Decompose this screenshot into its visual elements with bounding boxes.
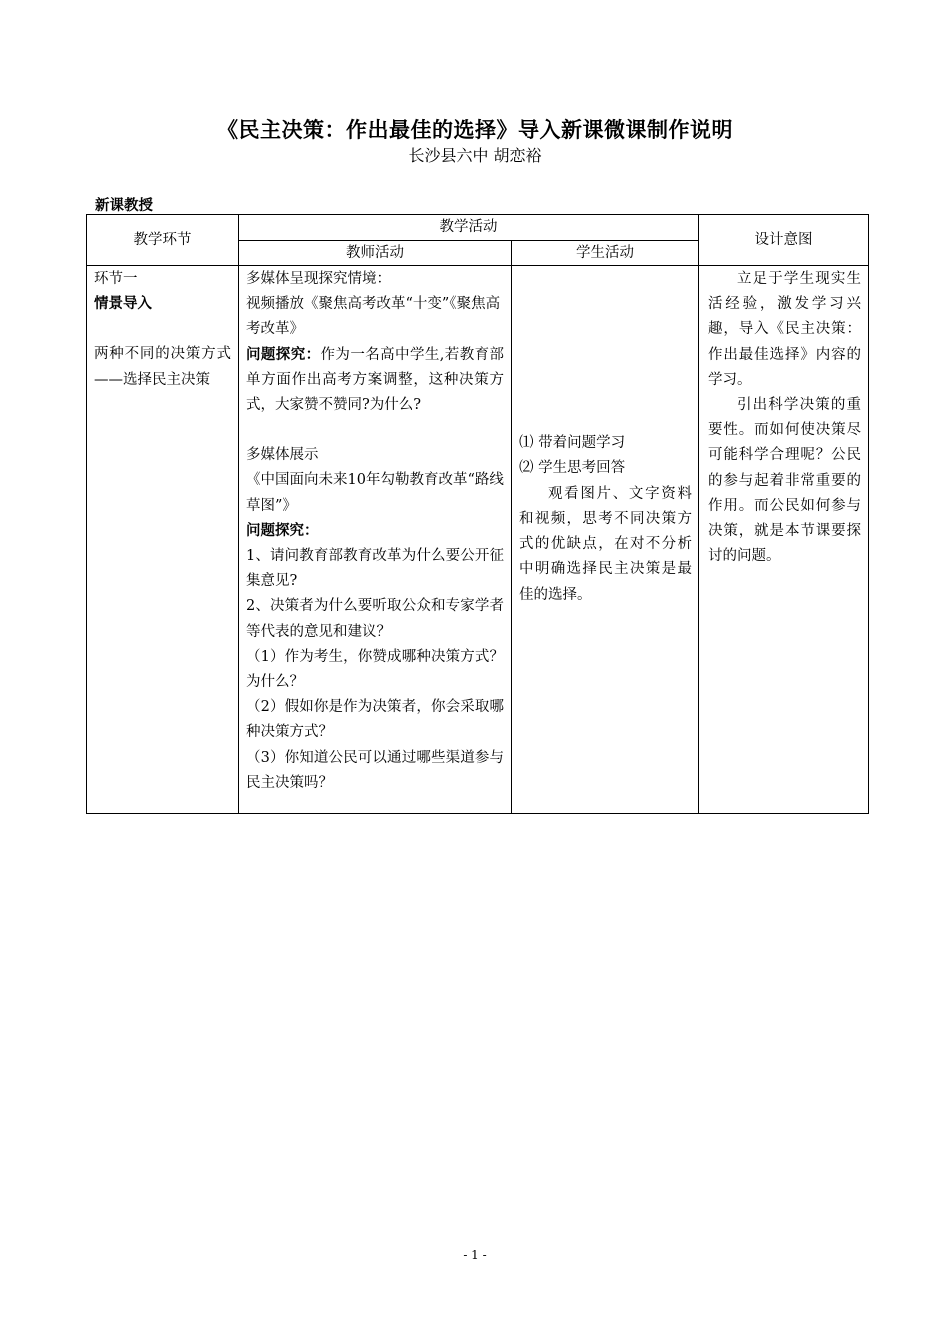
stage-label: 环节一	[94, 271, 138, 287]
section-heading: 新课教授	[95, 198, 153, 214]
document-title: 《民主决策：作出最佳的选择》导入新课微课制作说明	[217, 118, 733, 142]
question-label: 问题探究：	[246, 346, 321, 363]
header-student: 学生活动	[512, 240, 699, 266]
lesson-table	[86, 214, 869, 814]
teacher-question-1	[246, 343, 504, 419]
student-activity-1: ⑴ 带着问题学习	[519, 435, 626, 452]
page-number: - 1 -	[463, 1248, 487, 1262]
teacher-video: 视频播放《聚焦高考改革“十变”《聚焦高考改革》	[246, 296, 501, 338]
document-author: 长沙县六中 胡恋裕	[408, 146, 542, 165]
teacher-media-title: 《中国面向未来10年勾勒教育改革“路线草图”》	[246, 472, 504, 514]
question-item: （2）假如你是作为决策者，你会采取哪种决策方式？	[246, 699, 504, 741]
header-stage: 教学环节	[87, 215, 239, 266]
header-activities: 教学活动	[239, 215, 699, 241]
table-row	[87, 266, 869, 814]
teacher-intro: 多媒体呈现探究情境：	[246, 271, 391, 287]
stage-cell	[87, 266, 239, 814]
intent-paragraph-2: 引出科学决策的重要性。而如何使决策尽可能科学合理呢？公民的参与起着非常重要的作用。而公民如何参与决策，就是本节课要探讨的问题。	[708, 397, 861, 565]
student-activity-2: ⑵ 学生思考回答	[519, 460, 626, 477]
question-item: （3）你知道公民可以通过哪些渠道参与民主决策吗？	[246, 749, 504, 791]
stage-description: 两种不同的决策方式——选择民主决策	[94, 346, 231, 388]
teacher-cell	[239, 266, 512, 814]
student-activity-3: 观看图片、文字资料和视频，思考不同决策方式的优缺点，在对不分析中明确选择民主决策是最佳的选择。	[519, 485, 692, 603]
header-teacher: 教师活动	[239, 240, 512, 266]
question-label-2: 问题探究：	[246, 522, 319, 539]
intent-paragraph-1: 立足于学生现实生活经验，激发学习兴趣，导入《民主决策：作出最佳选择》内容的学习。	[708, 271, 861, 388]
question-text: 作为一名高中学生,若教育部单方面作出高考方案调整，这种决策方式，大家赞不赞同?为什么?	[246, 346, 505, 414]
table-header-row	[87, 215, 869, 241]
question-item: （1）作为考生，你赞成哪种决策方式？为什么？	[246, 648, 504, 691]
student-cell	[512, 266, 699, 814]
stage-name: 情景导入	[94, 296, 152, 313]
question-item: 1、请问教育部教育改革为什么要公开征集意见?	[246, 548, 504, 590]
intent-cell	[699, 266, 869, 814]
question-item: 2、决策者为什么要听取公众和专家学者等代表的意见和建议？	[246, 598, 504, 640]
teacher-media: 多媒体展示	[246, 447, 319, 464]
header-intent: 设计意图	[699, 215, 869, 266]
